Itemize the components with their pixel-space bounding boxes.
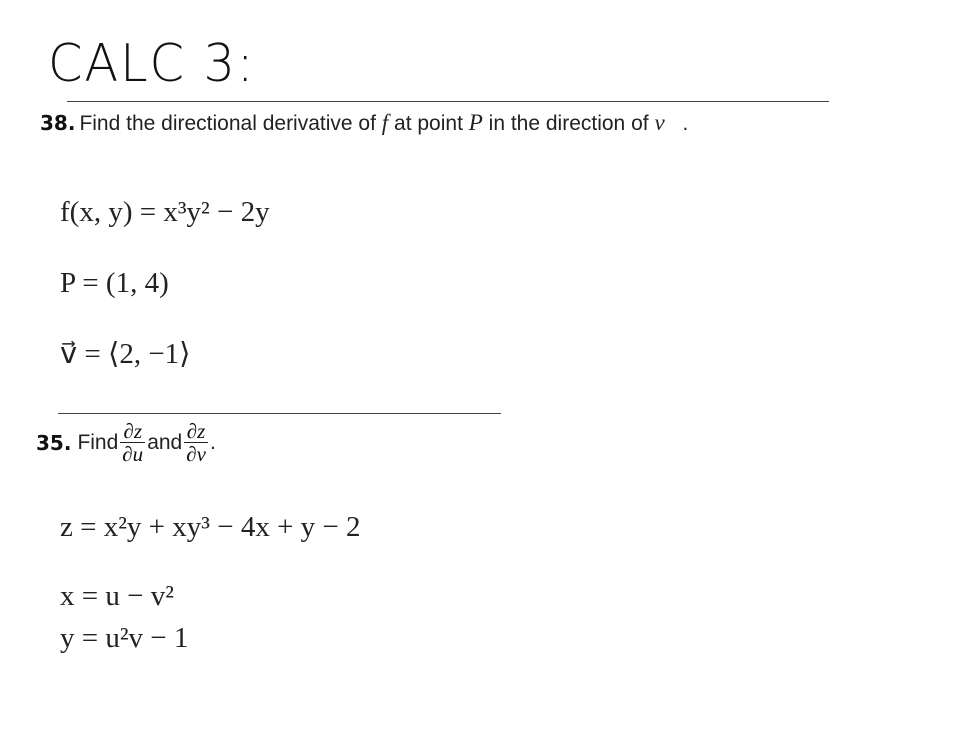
x-equation: x = u − v² (60, 580, 174, 612)
question-35 (36, 420, 216, 465)
question-38-number: 38. (40, 111, 76, 135)
partial-z-numerator-1: ∂z (123, 419, 143, 443)
prompt-text-2: at point (394, 112, 463, 135)
question-38 (40, 110, 688, 136)
question-35-period: . (209, 430, 216, 454)
y-equation: y = u²v − 1 (60, 622, 189, 654)
question-35-number: 35. (36, 430, 72, 455)
prompt-v: v⃗ (654, 110, 683, 135)
middle-divider (58, 413, 501, 414)
vector-definition: v⃗ = ⟨2, −1⟩ (60, 338, 191, 370)
partial-z-v-fraction (184, 420, 208, 465)
top-divider (67, 101, 829, 102)
function-definition: f(x, y) = x³y² − 2y (60, 196, 270, 228)
prompt-text-3: in the direction of (488, 112, 649, 135)
prompt-P: P (468, 110, 483, 135)
prompt-text-1: Find the directional derivative of (79, 112, 376, 135)
partial-z-numerator-2: ∂z (186, 419, 206, 443)
partial-v-denominator: ∂v (186, 442, 206, 466)
point-definition: P = (1, 4) (60, 267, 169, 299)
question-38-prompt (79, 112, 688, 135)
page-heading: CALC 3: (48, 34, 256, 94)
prompt-f: f (381, 110, 389, 135)
z-equation: z = x²y + xy³ − 4x + y − 2 (60, 511, 361, 543)
find-label: Find (77, 430, 119, 454)
partial-u-denominator: ∂u (122, 442, 144, 466)
partial-z-u-fraction (120, 420, 145, 465)
prompt-period: . (682, 112, 689, 135)
and-label: and (147, 430, 183, 454)
